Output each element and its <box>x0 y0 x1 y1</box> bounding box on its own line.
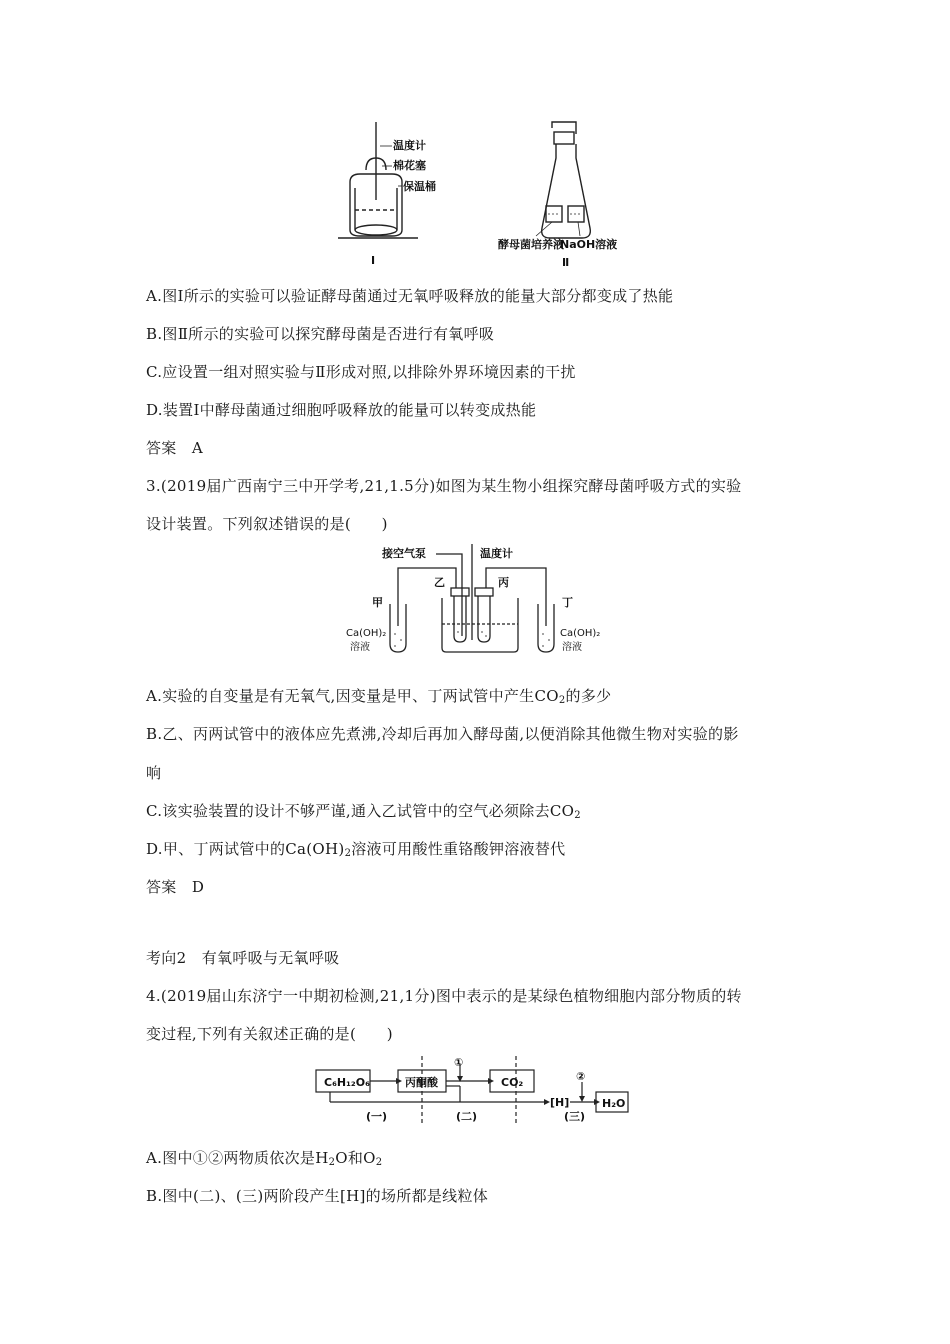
q4-option-b: B.图中(二)、(三)两阶段产生[H]的场所都是线粒体 <box>146 1187 489 1205</box>
q3-option-c: C.该实验装置的设计不够严谨,通入乙试管中的空气必须除去$CO_2$ <box>146 802 581 821</box>
label-caoh-left-solution: 溶液 <box>350 642 370 653</box>
q2-option-a: A.图Ⅰ所示的实验可以验证酵母菌通过无氧呼吸释放的能量大部分都变成了热能 <box>146 287 674 305</box>
label-yi: 乙 <box>434 576 445 589</box>
label-h: [H] <box>550 1096 570 1109</box>
label-cotton-plug: 棉花塞 <box>393 159 426 172</box>
q2-option-b: B.图Ⅱ所示的实验可以探究酵母菌是否进行有氧呼吸 <box>146 325 495 343</box>
label-stage-3: (三) <box>564 1110 586 1123</box>
label-caoh-left: Ca(OH)₂ <box>346 628 387 639</box>
q2-option-c: C.应设置一组对照实验与Ⅱ形成对照,以排除外界环境因素的干扰 <box>146 363 576 381</box>
label-thermos: 保温桶 <box>403 180 436 193</box>
label-thermometer: 温度计 <box>393 139 426 152</box>
label-caoh-right-solution: 溶液 <box>562 642 582 653</box>
label-roman-1: Ⅰ <box>371 254 376 267</box>
q3-option-d: D.甲、丁两试管中的$Ca(OH)_2$溶液可用酸性重铬酸钾溶液替代 <box>146 840 566 859</box>
q3-option-b-line1: B.乙、丙两试管中的液体应先煮沸,冷却后再加入酵母菌,以便消除其他微生物对实验的影 <box>146 725 739 743</box>
flask-apparatus <box>536 122 590 238</box>
label-circle-2: ② <box>576 1070 586 1083</box>
figure-apparatus-1-2 <box>330 118 650 268</box>
q4-stem-line2: 变过程,下列有关叙述正确的是( ) <box>146 1025 393 1043</box>
figure-respiration-flow <box>310 1056 640 1128</box>
q3-option-b-line2: 响 <box>146 764 162 782</box>
label-stage-2: (二) <box>456 1110 478 1123</box>
label-pyruvate: 丙酮酸 <box>405 1076 438 1089</box>
q4-stem-line1: 4.(2019届山东济宁一中期初检测,21,1分)图中表示的是某绿色植物细胞内部分物质的转 <box>146 987 742 1005</box>
figure-apparatus-q3 <box>340 544 600 664</box>
label-naoh-solution: NaOH溶液 <box>560 238 618 251</box>
label-co2: CO₂ <box>501 1076 524 1089</box>
label-stage-1: (一) <box>366 1110 388 1123</box>
label-ding: 丁 <box>562 596 573 609</box>
q2-answer: 答案 A <box>146 439 204 457</box>
label-yeast-culture: 酵母菌培养液 <box>498 238 564 251</box>
q3-stem-line1: 3.(2019届广西南宁三中开学考,21,1.5分)如图为某生物小组探究酵母菌呼吸方式的实验 <box>146 477 742 495</box>
section-heading: 考向2 有氧呼吸与无氧呼吸 <box>146 949 340 967</box>
q3-option-a: A.实验的自变量是有无氧气,因变量是甲、丁两试管中产生$CO_2$的多少 <box>146 687 612 706</box>
label-roman-2: Ⅱ <box>562 256 570 268</box>
label-jia: 甲 <box>372 596 383 609</box>
label-bing: 丙 <box>498 576 509 589</box>
label-thermometer-q3: 温度计 <box>480 547 513 560</box>
q2-option-d: D.装置Ⅰ中酵母菌通过细胞呼吸释放的能量可以转变成热能 <box>146 401 537 419</box>
label-circle-1: ① <box>454 1056 464 1069</box>
label-air-pump: 接空气泵 <box>382 547 426 560</box>
label-h2o: H₂O <box>602 1097 626 1110</box>
q3-stem-line2: 设计装置。下列叙述错误的是( ) <box>146 515 388 533</box>
q4-option-a: A.图中①②两物质依次是$H_2O$和$O_2$ <box>146 1149 383 1168</box>
label-caoh-right: Ca(OH)₂ <box>560 628 600 639</box>
q3-answer: 答案 D <box>146 878 205 896</box>
label-glucose: C₆H₁₂O₆ <box>324 1076 370 1089</box>
